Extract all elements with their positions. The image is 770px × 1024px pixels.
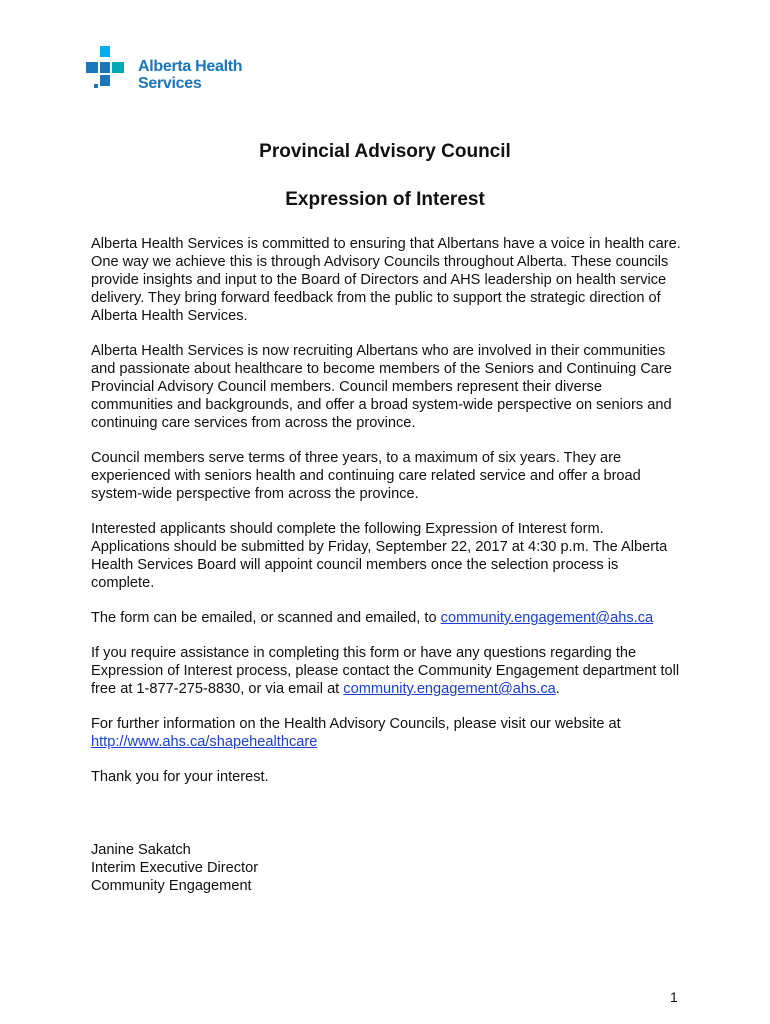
paragraph-terms: Council members serve terms of three years, to a maximum of six years. They are experienced with seniors health and continuing care related service and offer a broad system-wide perspective from across the province. bbox=[91, 450, 641, 502]
letter-body bbox=[91, 235, 681, 803]
submit-text: The form can be emailed, or scanned and emailed, to bbox=[91, 610, 441, 626]
page-number: 1 bbox=[670, 989, 678, 1005]
paragraph-deadline: Interested applicants should complete the following Expression of Interest form. Applications should be submitted by Friday, September 22, 2017 at 4:30 p.m. The Alberta Health Services Board will appoint council members once the selection process is complete. bbox=[91, 521, 668, 591]
page-title: Provincial Advisory Council bbox=[259, 141, 511, 162]
logo-wordmark bbox=[138, 58, 242, 92]
paragraph-intro: Alberta Health Services is committed to ensuring that Albertans have a voice in health care. One way we achieve this is through Advisory Councils throughout Alberta. These councils provide insights and input to the Board of Directors and AHS leadership on health service delivery. They bring forward feedback from the public to support the strategic direction of Alberta Health Services. bbox=[91, 236, 681, 324]
paragraph-submit bbox=[91, 609, 681, 627]
logo-line-1: Alberta Health bbox=[138, 58, 243, 75]
website-text: For further information on the Health Advisory Councils, please visit our website at bbox=[91, 716, 621, 732]
signature-department: Community Engagement bbox=[91, 878, 252, 894]
website-link[interactable]: http://www.ahs.ca/shapehealthcare bbox=[91, 734, 318, 750]
ahs-cross-icon bbox=[86, 46, 132, 96]
signature-title: Interim Executive Director bbox=[91, 860, 259, 876]
assistance-text: If you require assistance in completing this form or have any questions regarding the Expression of Interest process, please contact the Community Engagement department toll free at 1-877-275-8830, or via email at bbox=[91, 645, 680, 697]
assistance-period: . bbox=[555, 681, 560, 697]
paragraph-website bbox=[91, 715, 681, 751]
signature-block bbox=[91, 841, 258, 895]
paragraph-thanks: Thank you for your interest. bbox=[91, 769, 269, 785]
signature-name: Janine Sakatch bbox=[91, 842, 191, 858]
email-link-1[interactable]: community.engagement@ahs.ca bbox=[440, 610, 654, 626]
paragraph-assistance bbox=[91, 644, 681, 698]
email-link-2[interactable]: community.engagement@ahs.ca bbox=[343, 681, 556, 697]
page-subtitle: Expression of Interest bbox=[285, 189, 485, 210]
ahs-logo bbox=[86, 46, 256, 98]
logo-line-2: Services bbox=[138, 75, 202, 92]
paragraph-recruiting: Alberta Health Services is now recruiting Albertans who are involved in their communities and passionate about healthcare to become members of the Seniors and Continuing Care Provincial Advisory Council members. Council members represent their diverse communities and backgrounds, and offer a broad system-wide perspective on seniors and continuing care services from across the province. bbox=[91, 343, 672, 431]
